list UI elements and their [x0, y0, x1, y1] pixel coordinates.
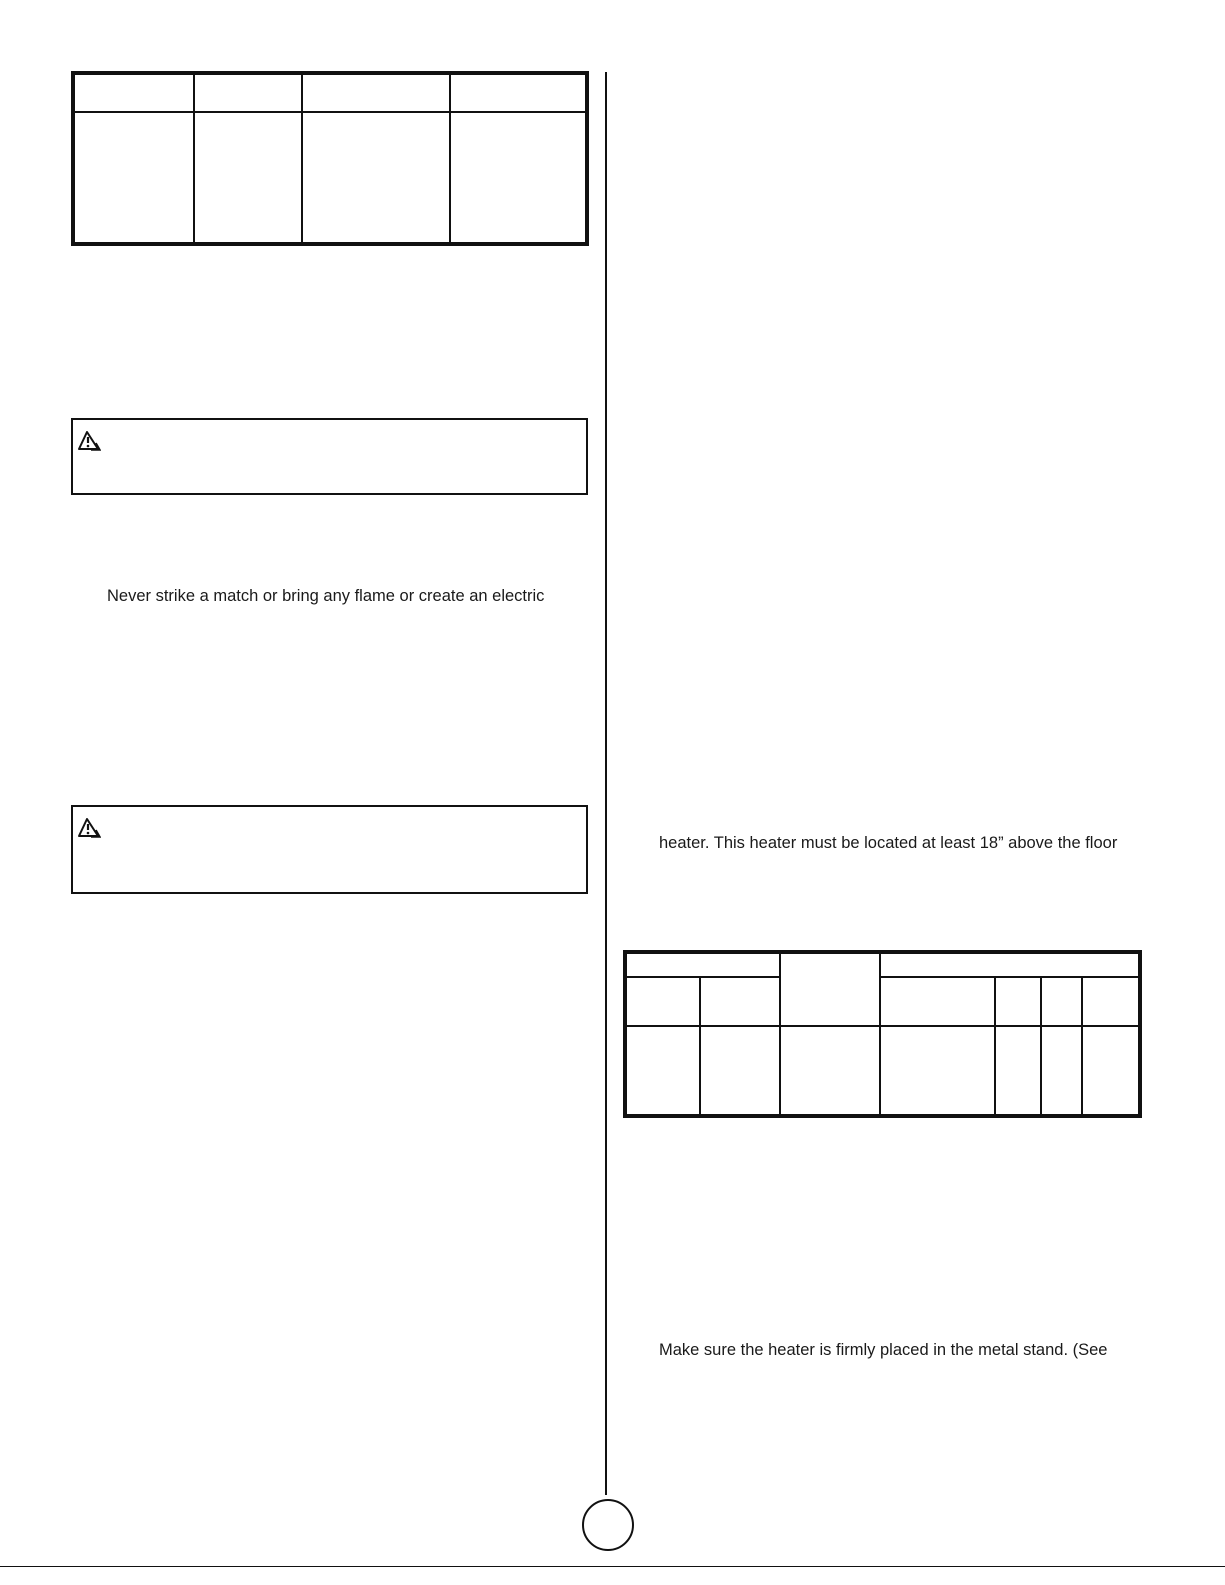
table-column-divider: [779, 954, 781, 1114]
warning-triangle-icon: [77, 430, 101, 452]
warning-box: [71, 805, 588, 894]
table-column-divider: [301, 75, 303, 242]
warning-triangle-icon: [77, 817, 101, 839]
warning-box: [71, 418, 588, 495]
specification-table: [71, 71, 589, 246]
table-column-divider: [994, 976, 996, 1114]
table-column-divider: [879, 954, 881, 1114]
table-column-divider: [193, 75, 195, 242]
table-column-divider: [699, 976, 701, 1114]
table-header-divider: [75, 111, 585, 113]
footer-rule: [0, 1566, 1225, 1567]
body-text: Make sure the heater is firmly placed in the metal stand. (See: [659, 1341, 1108, 1359]
clearance-table: [623, 950, 1142, 1118]
table-column-divider: [1081, 976, 1083, 1114]
column-divider: [605, 72, 607, 1495]
body-text: heater. This heater must be located at least 18” above the floor: [659, 834, 1118, 852]
table-group-divider: [879, 976, 1138, 978]
body-text: Never strike a match or bring any flame or create an electric: [107, 587, 545, 605]
table-header-divider: [627, 1025, 1138, 1027]
table-group-divider: [627, 976, 779, 978]
table-column-divider: [449, 75, 451, 242]
table-column-divider: [1040, 976, 1042, 1114]
page-number-badge: [582, 1499, 634, 1551]
